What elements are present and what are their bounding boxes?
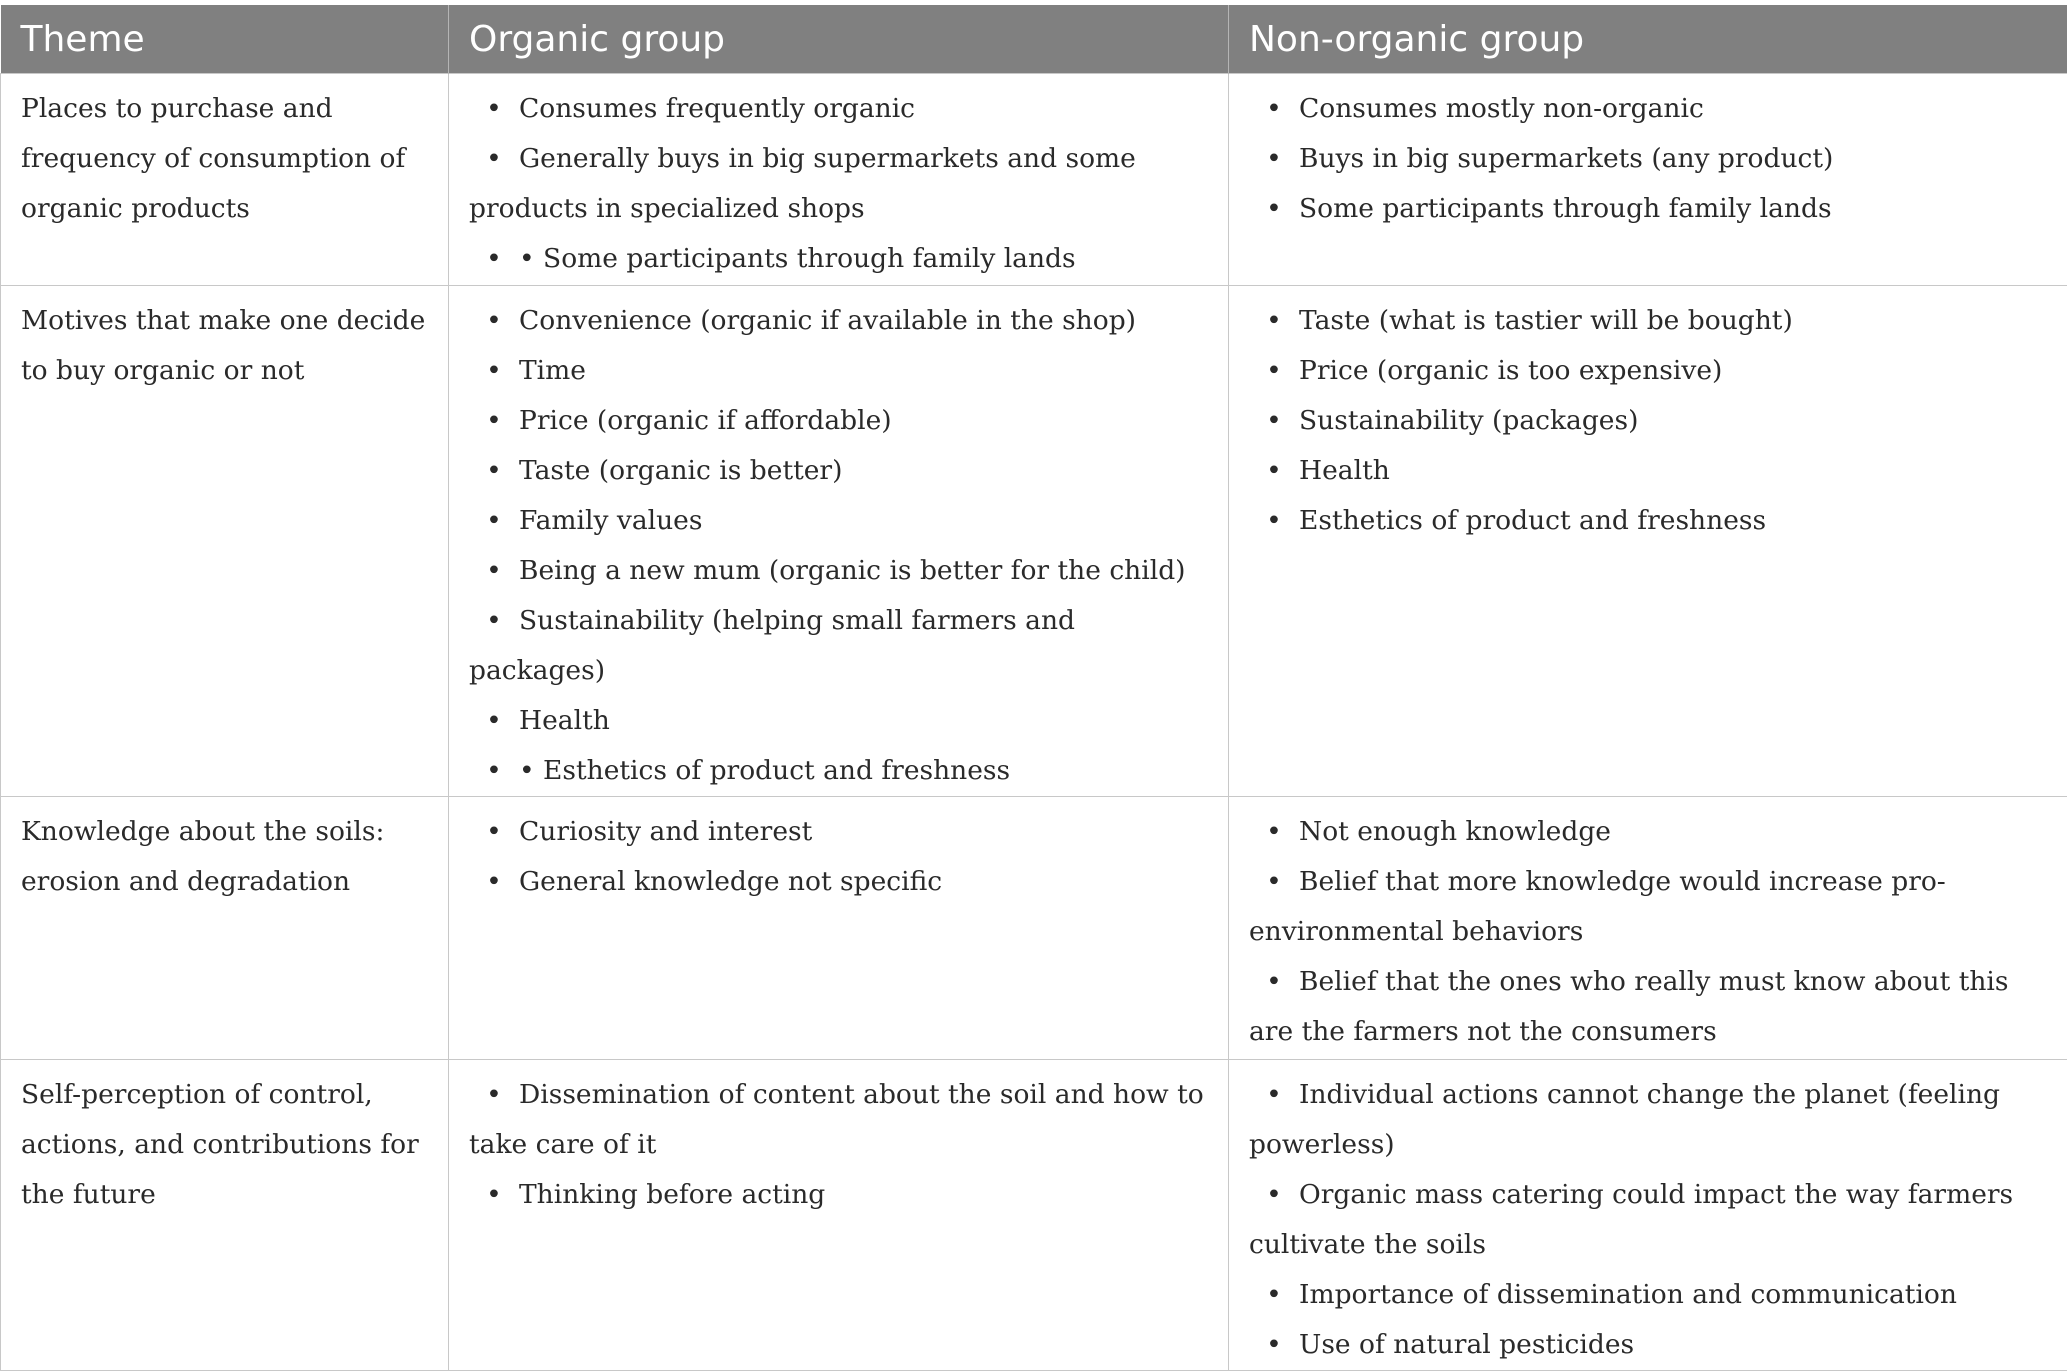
bullet-item: • Health	[469, 696, 1208, 746]
organic-cell	[449, 74, 1229, 286]
bullet-item: • Importance of dissemination and communication	[1249, 1270, 2047, 1320]
bullet-item: • Time	[469, 346, 1208, 396]
non-organic-cell	[1229, 1060, 2067, 1371]
table-body	[1, 74, 2067, 1371]
bullet-item: • Individual actions cannot change the planet (feeling powerless)	[1249, 1070, 2047, 1170]
bullet-item: • Thinking before acting	[469, 1170, 1208, 1220]
theme-cell: Motives that make one decide to buy organic or not	[1, 286, 449, 797]
bullet-item: • Taste (organic is better)	[469, 446, 1208, 496]
theme-cell: Places to purchase and frequency of consumption of organic products	[1, 74, 449, 286]
organic-cell	[449, 286, 1229, 797]
bullet-item: • Esthetics of product and freshness	[1249, 496, 2047, 546]
bullet-item: • General knowledge not specific	[469, 857, 1208, 907]
bullet-item: • Belief that more knowledge would increase pro-environmental behaviors	[1249, 857, 2047, 957]
non-organic-cell	[1229, 797, 2067, 1060]
bullet-item: • • Some participants through family lands	[469, 234, 1208, 284]
bullet-item: • Consumes mostly non-organic	[1249, 84, 2047, 134]
bullet-item: • Use of natural pesticides	[1249, 1320, 2047, 1370]
table-row	[1, 286, 2067, 797]
themes-table	[0, 5, 2067, 1371]
table-row	[1, 1060, 2067, 1371]
bullet-item: • Not enough knowledge	[1249, 807, 2047, 857]
bullet-item: • Dissemination of content about the soil and how to take care of it	[469, 1070, 1208, 1170]
bullet-item: • Belief that the ones who really must know about this are the farmers not the consumers	[1249, 957, 2047, 1057]
non-organic-cell	[1229, 286, 2067, 797]
bullet-item: • Convenience (organic if available in the shop)	[469, 296, 1208, 346]
header-organic-group: Organic group	[449, 5, 1229, 74]
bullet-item: • Curiosity and interest	[469, 807, 1208, 857]
theme-cell: Knowledge about the soils: erosion and degradation	[1, 797, 449, 1060]
non-organic-cell	[1229, 74, 2067, 286]
table-header	[1, 5, 2067, 74]
bullet-item: • Some participants through family lands	[1249, 184, 2047, 234]
header-non-organic-group: Non-organic group	[1229, 5, 2067, 74]
bullet-item: • Sustainability (packages)	[1249, 396, 2047, 446]
table-row	[1, 797, 2067, 1060]
bullet-item: • Taste (what is tastier will be bought)	[1249, 296, 2047, 346]
bullet-item: • Family values	[469, 496, 1208, 546]
bullet-item: • Price (organic if affordable)	[469, 396, 1208, 446]
bullet-item: • Health	[1249, 446, 2047, 496]
bullet-item: • Price (organic is too expensive)	[1249, 346, 2047, 396]
table-row	[1, 74, 2067, 286]
header-theme: Theme	[1, 5, 449, 74]
bullet-item: • Buys in big supermarkets (any product)	[1249, 134, 2047, 184]
bullet-item: • Organic mass catering could impact the way farmers cultivate the soils	[1249, 1170, 2047, 1270]
bullet-item: • Sustainability (helping small farmers and packages)	[469, 596, 1208, 696]
bullet-item: • Generally buys in big supermarkets and some products in specialized shops	[469, 134, 1208, 234]
bullet-item: • Being a new mum (organic is better for the child)	[469, 546, 1208, 596]
organic-cell	[449, 1060, 1229, 1371]
organic-cell	[449, 797, 1229, 1060]
bullet-item: • Consumes frequently organic	[469, 84, 1208, 134]
theme-cell: Self-perception of control, actions, and contributions for the future	[1, 1060, 449, 1371]
bullet-item: • • Esthetics of product and freshness	[469, 746, 1208, 796]
